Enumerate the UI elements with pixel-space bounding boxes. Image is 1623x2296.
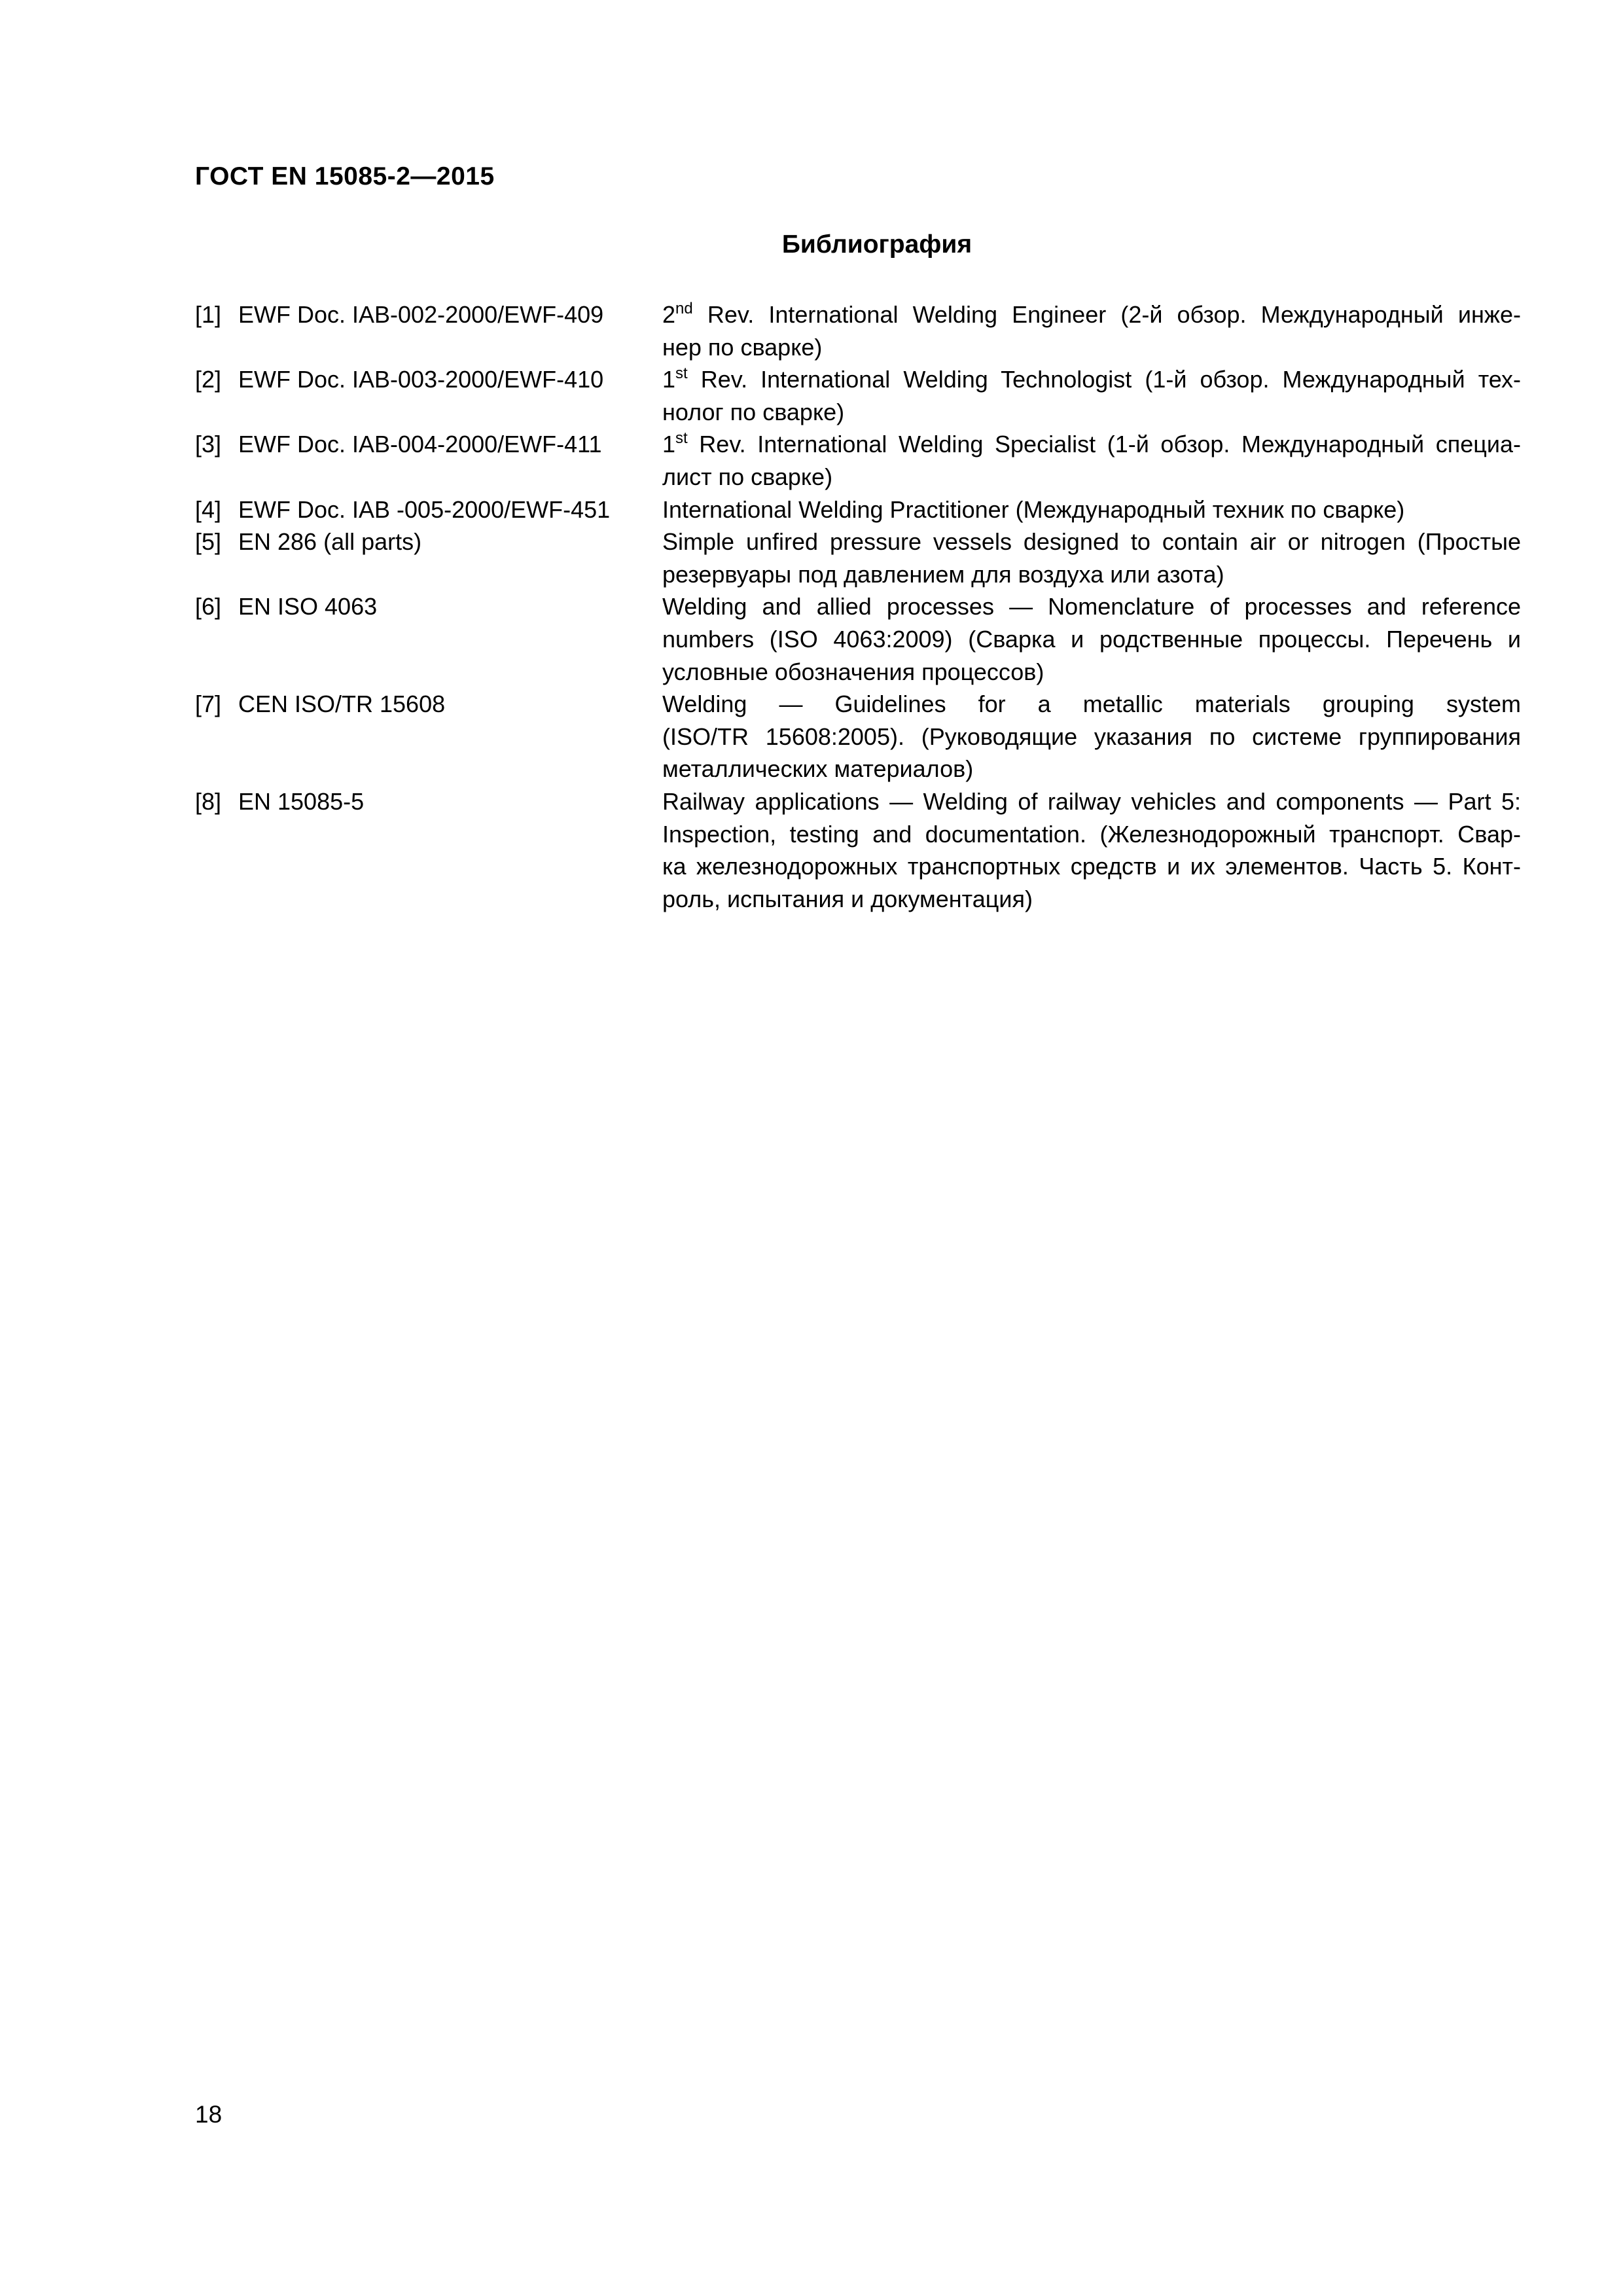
entry-description <box>662 526 1521 590</box>
description-line: Railway applications — Welding of railway vehicles and components — Part 5: <box>662 787 1521 815</box>
description-line: (ISO/TR 15608:2005). (Руководящие указания по системе группирования <box>662 723 1521 750</box>
entry-code: EWF Doc. IAB -005-2000/EWF-451 <box>238 495 611 523</box>
entry-code: CEN ISO/TR 15608 <box>238 691 446 718</box>
entry-code: EN 15085-5 <box>238 787 365 815</box>
entry-code: EWF Doc. IAB-004-2000/EWF-411 <box>238 431 602 458</box>
description-line: металлических материалов) <box>662 755 974 783</box>
entry-description <box>662 428 1521 493</box>
entry-code: EN ISO 4063 <box>238 593 378 620</box>
bibliography-entry <box>195 363 1521 428</box>
revision-number: 2 <box>662 301 676 328</box>
bibliography-entry <box>195 688 1521 785</box>
description-line: International Welding Practitioner (Международный техник по сварке) <box>662 495 1405 523</box>
description-line: роль, испытания и документация) <box>662 885 1033 912</box>
description-line: лист по сварке) <box>662 463 833 490</box>
entry-number: [6] <box>195 593 222 620</box>
description-line: Welding and allied processes — Nomenclature of processes and reference <box>662 593 1521 620</box>
entry-number: [2] <box>195 366 222 393</box>
description-line: ка железнодорожных транспортных средств и их элементов. Часть 5. Конт- <box>662 853 1521 880</box>
document-header: ГОСТ EN 15085-2—2015 <box>195 162 495 190</box>
revision-number: 1 <box>662 366 676 393</box>
entry-number: [5] <box>195 528 222 556</box>
entry-description <box>662 688 1521 785</box>
description-line: резервуары под давлением для воздуха или азота) <box>662 560 1224 588</box>
entry-description <box>662 298 1521 363</box>
description-line: 1st Rev. International Welding Specialist (1-й обзор. Международный специа- <box>662 429 1521 458</box>
entry-description <box>662 363 1521 428</box>
entry-description <box>662 785 1521 915</box>
description-line: 2nd Rev. International Welding Engineer (2-й обзор. Международный инже- <box>662 300 1521 328</box>
page-number: 18 <box>195 2101 223 2128</box>
description-line: нер по сварке) <box>662 333 823 361</box>
entry-number: [7] <box>195 691 222 718</box>
bibliography-entry <box>195 785 1521 915</box>
revision-suffix: nd <box>675 300 693 317</box>
bibliography-entry <box>195 590 1521 688</box>
bibliography-entry <box>195 526 1521 590</box>
bibliography-entry <box>195 428 1521 493</box>
revision-suffix: st <box>675 429 688 448</box>
entry-code: EN 286 (all parts) <box>238 528 422 556</box>
description-line: numbers (ISO 4063:2009) (Сварка и родственные процессы. Перечень и <box>662 625 1521 653</box>
revision-number: 1 <box>662 431 676 458</box>
bibliography-entry <box>195 298 1521 363</box>
description-line: нолог по сварке) <box>662 398 845 425</box>
entry-number: [3] <box>195 431 222 458</box>
entry-description <box>662 590 1521 688</box>
description-line: условные обозначения процессов) <box>662 658 1044 685</box>
entry-code: EWF Doc. IAB-002-2000/EWF-409 <box>238 301 604 328</box>
section-title: Библиография <box>781 230 972 259</box>
description-line: 1st Rev. International Welding Technologist (1-й обзор. Международный тех- <box>662 365 1521 393</box>
revision-suffix: st <box>675 365 688 383</box>
bibliography-entry <box>195 493 1521 526</box>
entry-number: [1] <box>195 301 222 328</box>
entry-code: EWF Doc. IAB-003-2000/EWF-410 <box>238 366 604 393</box>
description-line: Inspection, testing and documentation. (Железнодорожный транспорт. Свар- <box>662 820 1521 848</box>
bibliography-list <box>195 298 1521 915</box>
description-line: Simple unfired pressure vessels designed to contain air or nitrogen (Простые <box>662 528 1521 556</box>
description-line: Welding — Guidelines for a metallic materials grouping system <box>662 691 1521 718</box>
entry-description <box>662 493 1521 526</box>
entry-number: [8] <box>195 787 222 815</box>
entry-number: [4] <box>195 495 222 523</box>
